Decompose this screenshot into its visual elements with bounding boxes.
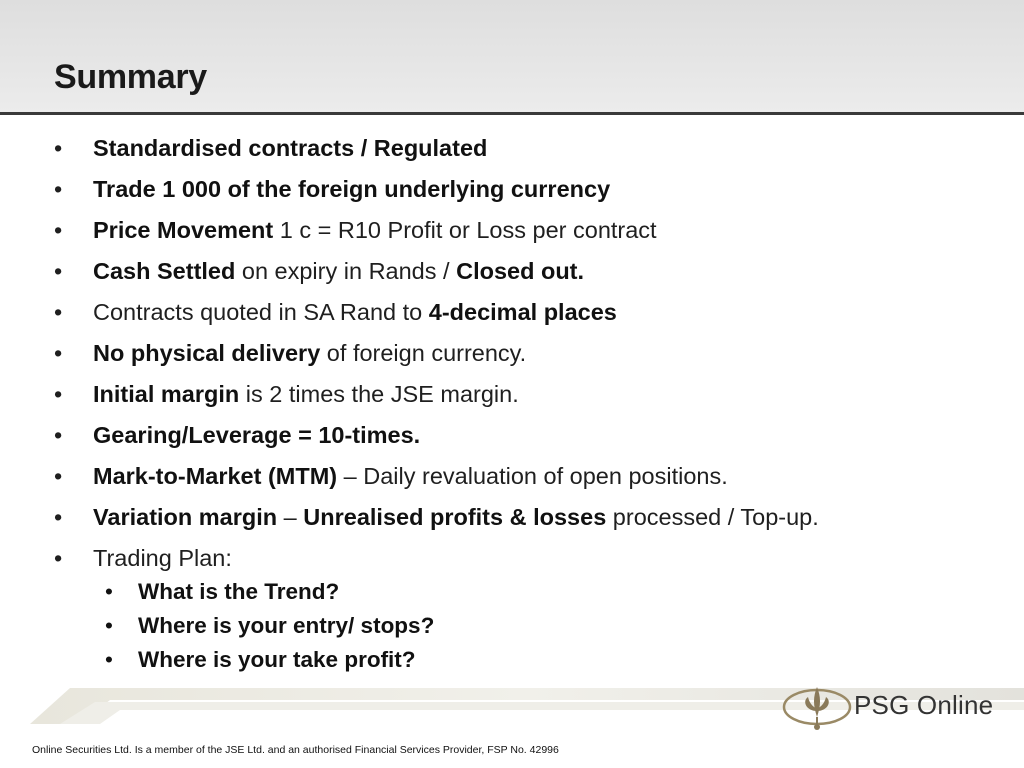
slide-title: Summary xyxy=(54,58,207,96)
bullet-text: Trading Plan: xyxy=(93,545,232,571)
bullet-text-bold: Unrealised profits & losses xyxy=(303,504,607,530)
bullet-text: – xyxy=(277,504,304,530)
bullet-text-bold: No physical delivery xyxy=(93,340,321,366)
bullet-text-bold: Gearing/Leverage = 10-times. xyxy=(93,422,421,448)
bullet-item xyxy=(54,297,819,328)
bullet-text-bold: Price Movement xyxy=(93,217,274,243)
bullet-item xyxy=(54,338,819,369)
sub-bullet-list xyxy=(100,578,434,680)
bullet-text: on expiry in Rands / xyxy=(235,258,457,284)
bullet-item xyxy=(54,215,819,246)
bullet-text: is 2 times the JSE margin. xyxy=(239,381,519,407)
header-divider xyxy=(0,112,1024,115)
sub-bullet-item xyxy=(100,612,434,640)
bullet-dot: • xyxy=(54,258,63,284)
bullet-item xyxy=(54,174,819,205)
sub-bullet-item xyxy=(100,646,434,674)
bullet-text: of foreign currency. xyxy=(320,340,527,366)
bullet-text-bold: Initial margin xyxy=(93,381,240,407)
bullet-item xyxy=(54,379,819,410)
bullet-dot: • xyxy=(54,299,63,325)
bullet-dot: • xyxy=(54,545,63,571)
bullet-dot: • xyxy=(54,504,63,530)
bullet-text-bold: Cash Settled xyxy=(93,258,236,284)
bullet-dot: • xyxy=(54,135,63,161)
bullet-text-bold: 4-decimal places xyxy=(428,299,617,325)
bullet-item xyxy=(54,461,819,492)
sub-bullet-item xyxy=(100,578,434,606)
bullet-text: Contracts quoted in SA Rand to xyxy=(93,299,429,325)
bullet-dot: • xyxy=(105,613,113,638)
bullet-item xyxy=(54,256,819,287)
sub-bullet-text: Where is your entry/ stops? xyxy=(138,613,435,638)
bullet-text: processed / Top-up. xyxy=(606,504,819,530)
bullet-dot: • xyxy=(105,647,113,672)
bullet-dot: • xyxy=(54,176,63,202)
bullet-text: 1 c = R10 Profit or Loss per contract xyxy=(273,217,657,243)
bullet-list xyxy=(54,133,819,584)
sub-bullet-text: Where is your take profit? xyxy=(138,647,416,672)
bullet-dot: • xyxy=(54,217,63,243)
sub-bullet-text: What is the Trend? xyxy=(138,579,340,604)
bullet-dot: • xyxy=(54,463,63,489)
bullet-dot: • xyxy=(105,579,113,604)
bullet-item xyxy=(54,543,819,574)
bullet-text-bold: Closed out. xyxy=(456,258,585,284)
psg-online-logo-text: PSG Online xyxy=(854,690,994,720)
bullet-text-bold: Variation margin xyxy=(93,504,278,530)
bullet-text-bold: Standardised contracts / Regulated xyxy=(93,135,488,161)
bullet-dot: • xyxy=(54,381,63,407)
footer-disclaimer: Online Securities Ltd. Is a member of the JSE Ltd. and an authorised Financial Services Provider, FSP No. 42996 xyxy=(32,744,559,756)
bullet-dot: • xyxy=(54,422,63,448)
bullet-item xyxy=(54,502,819,533)
bullet-text: – Daily revaluation of open positions. xyxy=(337,463,728,489)
bullet-text-bold: Mark-to-Market (MTM) xyxy=(93,463,338,489)
bullet-text-bold: Trade 1 000 of the foreign underlying currency xyxy=(93,176,611,202)
bullet-item xyxy=(54,420,819,451)
bullet-dot: • xyxy=(54,340,63,366)
bullet-item xyxy=(54,133,819,164)
